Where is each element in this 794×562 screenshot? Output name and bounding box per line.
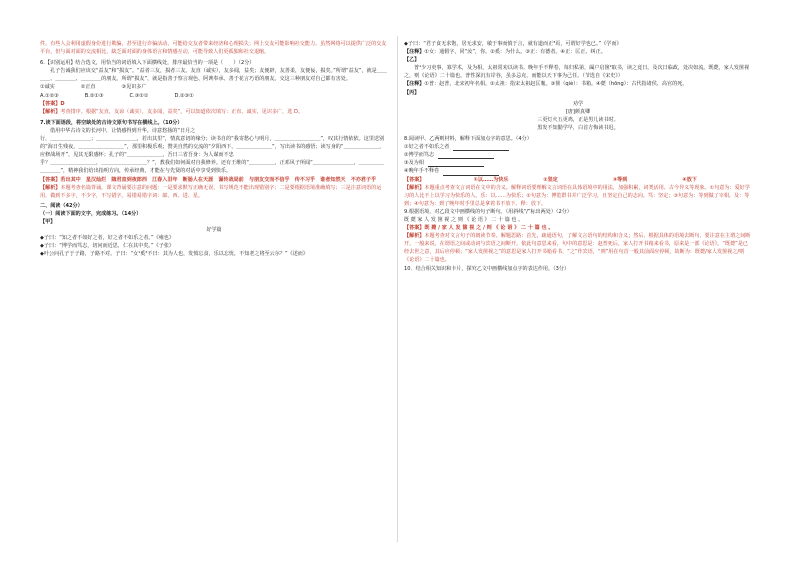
q8-stem: 8.阅读甲、乙两则材料，解释下面加点字的意思。（4分）	[404, 136, 532, 143]
q8-item: ③及为相	[404, 160, 424, 167]
q6-option: ①诚实	[40, 84, 55, 91]
q8-item-row	[404, 167, 752, 175]
answer-value: ④放下	[682, 176, 697, 183]
answer-blank[interactable]	[453, 145, 509, 151]
right-column	[404, 40, 752, 273]
explanation-text: 考查排序。根据“友直，友谅（诚实），友多闻，益矣”，可以知道依次填写：正直、诚实、见识多广，选 D。	[60, 108, 303, 115]
q6-choice-d[interactable]: D.②③①	[174, 92, 194, 99]
poem-author: [唐]颜真卿	[565, 108, 591, 115]
q9-sentence: 既 薨 家 人 发 箧 视 之 则 《 论 语 》 二 十 篇 也 。	[404, 216, 524, 223]
yi-passage: 普¹少习吏事，寡学术，及为相，太祖常劝以读书。晚年手不释卷，每归私第，阖户启箧²取书，读之竟日。及次日临政，处决如流。既薨，家人发箧视之，则《论语》二十篇也。普性深沉有岸谷，虽多忌克，而能以天下事为己任。（节选自《宋史》）	[404, 65, 750, 80]
q6-option: ②正直	[80, 84, 96, 91]
poem-title: 劝学	[572, 100, 584, 107]
jia-item: ◆叶公问孔子于子路，子路不对。子曰：“女¹奚²不曰：其为人也，发愤忘食，乐以忘忧，不知老之将至云尔？”《述而》	[40, 251, 308, 258]
jia-item-continued: ◆子曰：“君子食无求饱，居无求安，敏于事而慎于言，就有道而正³焉，可谓好学也已。”《学而》	[404, 41, 622, 47]
q6-option: ③见识多广	[121, 84, 147, 91]
bing-label: 【丙】	[404, 89, 420, 96]
q8-item: ①好之者不如乐之者	[404, 144, 450, 151]
answer-label: 【答案】	[404, 225, 425, 232]
yi-label: 【乙】	[404, 57, 420, 64]
q6-passage: 孔子告诫我们应该交“益友”和“损友”。“益者三友，损者三友。友直（诚实），友多闻，益矣；友便辟，友善柔，友便佞，损矣。”所谓“益友”，就是＿＿＿＿、＿＿＿＿、＿＿＿＿的朋友。所谓“损友”，就是指善于察言观色、阿谀奉承、善于花言巧语的朋友。交这三种朋友对自己都有害处。	[40, 68, 387, 83]
explanation-text: 本题考查名篇背诵。课文背诵要注意的问题：一是要求默写正确无误，书写规范不能出现错别字；二是要根据语境准确填写；三是注意词语的运用，做到不多字，不少字，不写错字。易错易错字词：郎、西、进、星。	[40, 184, 382, 199]
jia-title: 好学篇	[206, 227, 222, 234]
answer-value: ③等到	[612, 176, 628, 183]
note-text: ①女：通假字，同“汝”，你。②奚：为什么。③正：有德者。④正：匡正、纠正。	[424, 49, 606, 56]
q10-stem: 10．结合相关知识和卡片，探究乙文中画横线加点字的表达作用。（3分）	[404, 265, 570, 272]
q8-item-row	[404, 151, 752, 159]
left-column	[40, 40, 388, 258]
intro-paragraph: 件。有些人会利用虚假身份进行欺骗，甚至进行诈骗活动，可能给交友者带来经济和心理损失；网上交友可能影响社交能力。虽然网络可以提供广泛的交友平台，但与面对面的交流相比，缺乏面对面的身体语言和情感互动，可能导致人们更孤独和社交退缩。	[40, 41, 387, 56]
q6-stem: 6.【识别运用】结合选文，用恰当的词语填入下面横线处，排序最恰当的一项是（ ）（2分）	[40, 60, 255, 67]
q9-answer	[404, 224, 752, 232]
q7-passage-1: 借用中华古诗文的长河中，让情感得到升华。诗意悠扬的“日月之	[50, 127, 196, 134]
poem-line: 黑发不知勤学早，白首方悔读书迟。	[537, 124, 619, 131]
reading-subsection: （一）阅读下面的文字，完成练习。（14分）	[40, 210, 142, 217]
q9-explanation	[404, 232, 752, 264]
answer-label: 【答案】	[40, 100, 61, 107]
column-divider	[397, 36, 398, 542]
q8-answer	[404, 176, 752, 184]
q6-choice-c[interactable]: C.③②①	[129, 92, 149, 99]
q6-choice-b[interactable]: B.②①③	[84, 92, 104, 99]
answer-value: 既 薨 / 家 人 发 箧 视 之 / 则 《 论 语 》 二 十 篇 也 。	[424, 225, 554, 232]
note-label: 【注释】	[404, 49, 425, 56]
jia-item: ◆子曰：“知之者不如好之者，好之者不如乐之者。”《雍也》	[40, 235, 174, 242]
q8-item: ④晚年手不释卷	[404, 168, 440, 175]
poem-line: 三更灯火五更鸡，正是男儿读书时。	[537, 116, 619, 123]
note-2	[404, 80, 752, 88]
note-label: 【注释】	[404, 81, 425, 88]
note-text: ①普：赵普，北宋初年名相。②太祖：指宋太祖赵匡胤。③箧（qiè）：书箱。④薨（hōng）：古代指诸侯、高官的死。	[424, 81, 688, 88]
explanation-label: 【解析】	[40, 108, 61, 115]
q6-explanation	[40, 108, 388, 116]
q8-item-row	[404, 159, 752, 167]
q7-explanation	[40, 184, 388, 200]
reading-section-title: 二、阅读（42分）	[40, 202, 83, 209]
q8-explanation	[404, 184, 752, 208]
q7-stem: 7.读下面语段，将空缺处的古诗文原句书写在横线上。（10分）	[40, 119, 183, 126]
q6-choice-a[interactable]: A.①②③	[40, 92, 59, 99]
q7-passage-3: 乎？＿＿＿＿＿＿＿＿＿，＿＿＿＿＿＿＿＿＿？”，教我们如何面对自我修养。还有王维的“＿＿＿＿＿，正邓风子所闻“＿＿＿＿＿＿＿＿，＿＿＿＿＿＿＿＿＿”，精神我们给出指明方向，传承经典，才能在与先贤的对话中享受到快乐。	[40, 160, 385, 175]
note-1	[404, 48, 752, 56]
explanation-text: 本题重点考查文言词语在文中的含义。解释词语要理解文言词语在具体语境中的用法，加强积累，词类活用、古今异义等现象。①句意为：爱好学习的人比不上以学习为快乐的人。乐：以……为快乐；②句意为：博览群书并广泛学习，且坚定自己的志向。笃：坚定；③句意为：等到做了宰相。及：等到；④句意为：到了晚年时手里总是拿着书不放下。释：放下。	[404, 184, 750, 207]
q9-stem: 9.根据语境，对乙段文中画横线的句子断句。（用斜线“/”标出两处）（2分）	[404, 208, 572, 215]
q8-item: ②博学而笃志	[404, 152, 435, 159]
q7-answer	[40, 176, 388, 184]
q6-options	[40, 83, 388, 91]
q7-passage-2: 行，＿＿＿＿＿＿＿＿；＿＿＿＿＿＿＿＿，若出其里”，情真意切的缘分；读书自的“我寄愁心与明月，＿＿＿＿＿＿＿＿＿”，叹其行情依依。这里送别的“海日生残夜，＿＿＿＿＿＿＿＿＿”，那里积极乐观；赞美自然的交流的“夕阳西下，＿＿＿＿＿＿＿”，写出读书的感悟；读写身的“＿＿＿＿＿＿＿，应修战场开”，见其无限感怀；孔子的“＿＿＿＿＿＿＿，吾日三省吾身：为人谋而不忠	[40, 136, 385, 159]
jia-item: ◆子曰：“博学而笃志，切问而近思，仁在其中矣。”《子张》	[40, 243, 174, 250]
explanation-label: 【解析】	[404, 233, 425, 240]
answer-label: 【答案】	[40, 176, 61, 183]
q6-answer	[40, 100, 388, 108]
jia-label: 【甲】	[40, 218, 56, 225]
answer-value: 若出其中 星汉灿烂 随君直到夜郎西 江春入旧年 断肠人在天涯 谨传战局前 与朋友交而不信乎 传不习乎 谁者知然天 不亦君子乎	[60, 176, 377, 183]
answer-value: D	[60, 100, 65, 107]
answer-value: ①以……为快乐	[473, 176, 509, 183]
explanation-label: 【解析】	[40, 184, 61, 191]
explanation-text: 本题考查对文言句子的朗读节奏。解题思路：首先，疏通语句，了解文言语句的结构和含义；然后，根据具体的语境去断句，要注意在主谓之间断开。一般来说，在谓语之间或动词与宾语之间断开。依此句意思来看，句中的意思是：赵普死后，家人打开书箱来看书，原来是一部《论语》。“既薨”是已经去世之意，其后应停顿；“家人发箧视之”的意思是家人打开书箱看书，“之”作宾语，“则”用在句首一般其前面应停顿，故断为：既薨/家人发箧视之/则《论语》二十篇也。	[404, 233, 751, 264]
explanation-label: 【解析】	[404, 184, 425, 191]
answer-value: ②坚定	[543, 176, 558, 183]
q6-choices	[40, 92, 388, 100]
q8-item-row	[404, 143, 752, 151]
answer-label: 【答案】	[404, 176, 425, 183]
answer-blank[interactable]	[438, 153, 494, 159]
